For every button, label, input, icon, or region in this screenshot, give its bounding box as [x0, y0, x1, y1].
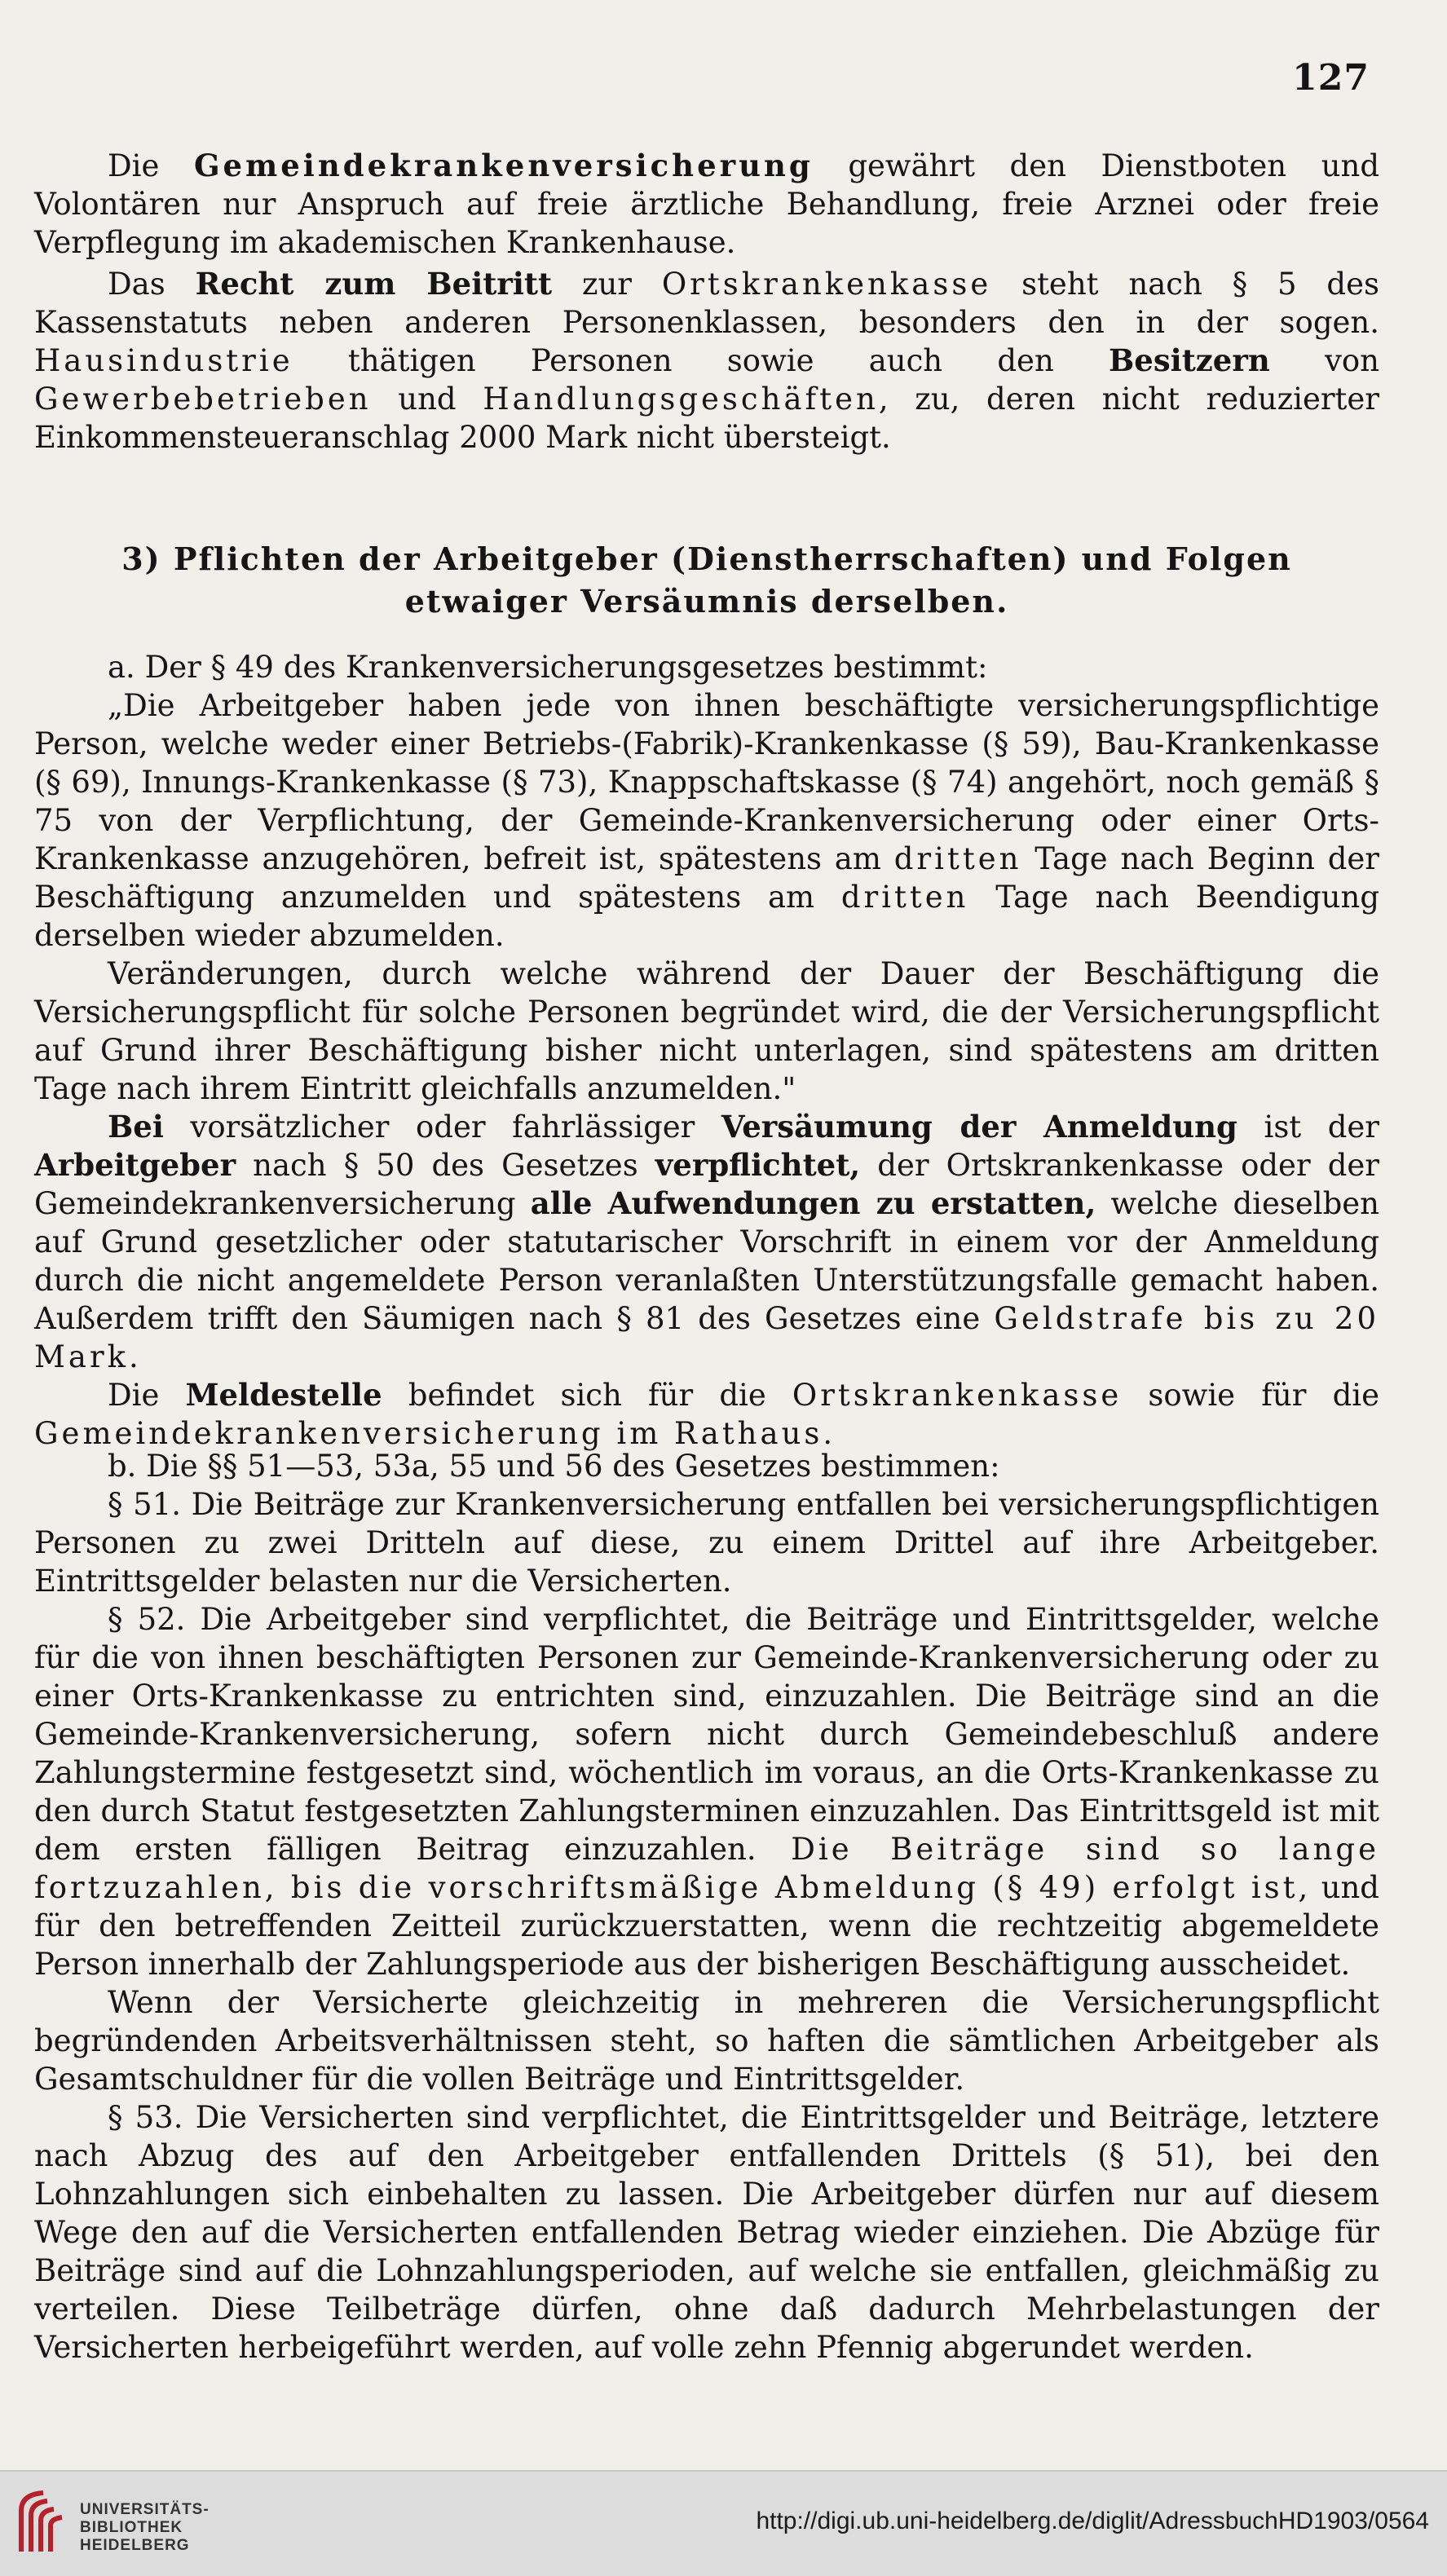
paragraph-53: § 53. Die Versicherten sind verpflichtet, die Eintrittsgelder und Beiträge, letztere nach Abzug des auf den Arbeitgeber entfallenden Drittels (§ 51), bei den Lohnzahlungen sich einbehalten zu lassen. Die Arbeitgeber dürfen nur auf diesem Wege den auf die Versicherten entfallenden Betrag wieder einziehen. Die Abzüge für Beiträge sind auf die Lohnzahlungsperioden, auf welche sie entfallen, gleichmäßig zu verteilen. Diese Teilbeträge dürfen, ohne daß dadurch Mehrbelastungen der Versicherten herbeigeführt werden, auf volle zehn Pfennig abgerundet werden.	[34, 2100, 1379, 2365]
emphasis-text: Besitzern	[1109, 342, 1270, 378]
text-run: gewährt den Dienstboten und Volontären nur Anspruch auf freie ärztliche Behandlung, freie Arznei oder freie Verpflegung im akademischen Krankenhause.	[34, 148, 1380, 260]
text-run: der Ortskrankenkasse oder der Gemeindekrankenversicherung	[34, 1148, 1379, 1221]
text-run: welche dieselben auf Grund gesetzlicher oder statutarischer Vorschrift in einem vor der Anmeldung durch die nicht angemeldete Person veranlaßten Unterstützungsfalle gemacht haben. Außerdem trifft den Säumigen nach § 81 des Gesetzes eine	[34, 1186, 1380, 1336]
text-run: , zu, deren nicht reduzierter Einkommensteueranschlag 2000 Mark nicht übersteigt.	[34, 382, 1379, 455]
quote-paragraph-2: Veränderungen, durch welche während der Dauer der Beschäftigung die Versicherungspflicht für solche Personen begründet wird, die der Versicherungspflicht auf Grund ihrer Beschäftigung bisher nicht unterlagen, sind spätestens am dritten Tage nach ihrem Eintritt gleichfalls anzumelden."	[34, 956, 1379, 1106]
library-name-line: BIBLIOTHEK	[80, 2519, 183, 2536]
intro-paragraph-2	[34, 265, 1379, 457]
spaced-text: Gemeindekrankenversicherung im Rathaus.	[34, 1416, 836, 1451]
text-run: Die	[108, 1378, 186, 1413]
library-name	[80, 2501, 210, 2555]
section-b-block	[34, 1447, 1379, 2366]
library-name-line: HEIDELBERG	[80, 2537, 190, 2554]
paragraph-52	[34, 1600, 1379, 1983]
paragraph-52-continued: Wenn der Versicherte gleichzeitig in mehreren die Versicherungspflicht begründenden Arbeitsverhältnissen steht, so haften die sämtlichen Arbeitgeber als Gesamtschuldner für die vollen Beiträge und Eintrittsgelder.	[34, 1985, 1379, 2097]
text-run: „Die Arbeitgeber haben jede von ihnen beschäftigte versicherungspflichtige Person, welche weder einer Betriebs-(Fabrik)-Krankenkasse (§ 59), Bau-Krankenkasse (§ 69), Innungs-Krankenkasse (§ 73), Knappschaftskasse (§ 74) angehört, noch gemäß § 75 von der Verpflichtung, der Gemeinde-Krankenversicherung oder einer Orts-Krankenkasse anzugehören, befreit ist, spätestens am	[34, 688, 1379, 876]
section-b-title: b. Die §§ 51—53, 53a, 55 und 56 des Gesetzes bestimmen:	[108, 1449, 1000, 1484]
spaced-text: Handlungsgeschäften	[483, 382, 879, 417]
emphasis-text: alle Aufwendungen zu erstatten,	[530, 1185, 1096, 1221]
text-run: § 52. Die Arbeitgeber sind verpflichtet, die Beiträge und Eintrittsgelder, welche für die von ihnen beschäftigten Personen zur Gemeinde-Krankenversicherung oder zu einer Orts-Krankenkasse zu entrichten sind, einzuzahlen. Die Beiträge sind an die Gemeinde-Krankenversicherung, sofern nicht durch Gemeindebeschluß andere Zahlungstermine festgesetzt sind, wöchentlich im voraus, an die Orts-Krankenkasse zu den durch Statut festgesetzten Zahlungsterminen einzuzahlen. Das Eintrittsgeld ist mit dem ersten fälligen Beitrag einzuzahlen.	[34, 1602, 1379, 1867]
intro-block	[34, 147, 1379, 457]
spaced-text: Geldstrafe bis zu 20 Mark.	[34, 1301, 1380, 1374]
spaced-text: Hausindustrie	[34, 343, 293, 378]
text-run: ist der	[1237, 1109, 1379, 1145]
penalty-paragraph	[34, 1108, 1379, 1376]
spaced-text: Gewerbebetrieben	[34, 382, 372, 417]
section-a-title: a. Der § 49 des Krankenversicherungsgesetzes bestimmt:	[108, 650, 988, 685]
spaced-text: dritten	[893, 841, 1022, 876]
emphasis-text: Meldestelle	[185, 1377, 382, 1413]
text-run: sowie für die	[1122, 1378, 1379, 1413]
heading-line-1: 3) Pflichten der Arbeitgeber (Dienstherrschaften) und Folgen	[121, 540, 1292, 577]
text-run: und für den betreffenden Zeitteil zurückzuerstatten, wenn die rechtzeitig abgemeldete Person innerhalb der Zahlungsperiode aus der bisherigen Beschäftigung ausscheidet.	[34, 1870, 1379, 1982]
quote-paragraph-1	[34, 686, 1379, 955]
text-run: nach § 50 des Gesetzes	[236, 1148, 655, 1183]
library-name-line: UNIVERSITÄTS-	[80, 2501, 210, 2518]
university-library-logo-icon	[15, 2486, 72, 2560]
meldestelle-paragraph	[34, 1376, 1379, 1453]
text-run: Tage nach Beendigung derselben wieder abzumelden.	[34, 880, 1379, 953]
intro-paragraph-1	[34, 147, 1379, 262]
heading-line-2: etwaiger Versäumnis derselben.	[404, 583, 1009, 620]
text-run: Die	[108, 148, 194, 183]
text-run: Tage nach Beginn der Beschäftigung anzumelden und spätestens am	[34, 841, 1379, 915]
text-run: zur	[552, 267, 662, 302]
text-run: von	[1269, 343, 1379, 378]
spaced-text: Die Beiträge sind so lange fortzuzahlen, bis die vorschriftsmäßige Abmeldung (§ 49) erfolgt ist,	[34, 1832, 1379, 1905]
section-heading	[34, 538, 1379, 623]
emphasis-text: verpflichtet,	[655, 1147, 861, 1183]
text-run: befindet sich für die	[382, 1378, 792, 1413]
spaced-text: Ortskrankenkasse	[661, 267, 992, 302]
source-url-link[interactable]: http://digi.ub.uni-heidelberg.de/diglit/AdressbuchHD1903/0564	[756, 2508, 1429, 2534]
emphasis-text: Bei	[108, 1109, 164, 1145]
emphasis-text: Gemeindekrankenversicherung	[193, 148, 814, 183]
footer-bar	[0, 2470, 1447, 2576]
text-run: und	[371, 382, 483, 417]
section-a-block	[34, 648, 1379, 1453]
text-run: thätigen Personen sowie auch den	[293, 343, 1109, 378]
text-run: Das	[108, 267, 196, 302]
text-run: steht nach § 5 des Kassenstatuts neben anderen Personenklassen, besonders den in der sogen.	[34, 267, 1380, 340]
emphasis-text: Versäumung der Anmeldung	[721, 1109, 1237, 1145]
spaced-text: dritten	[840, 880, 969, 915]
spaced-text: Ortskrankenkasse	[792, 1378, 1123, 1413]
page-number: 127	[1292, 57, 1370, 99]
emphasis-text: Arbeitgeber	[34, 1147, 236, 1183]
emphasis-text: Recht zum Beitritt	[195, 266, 553, 302]
text-run: vorsätzlicher oder fahrlässiger	[163, 1109, 721, 1145]
paragraph-51: § 51. Die Beiträge zur Krankenversicherung entfallen bei versicherungspflichtigen Personen zu zwei Dritteln auf diese, zu einem Drittel auf ihre Arbeitgeber. Eintrittsgelder belasten nur die Versicherten.	[34, 1487, 1379, 1599]
